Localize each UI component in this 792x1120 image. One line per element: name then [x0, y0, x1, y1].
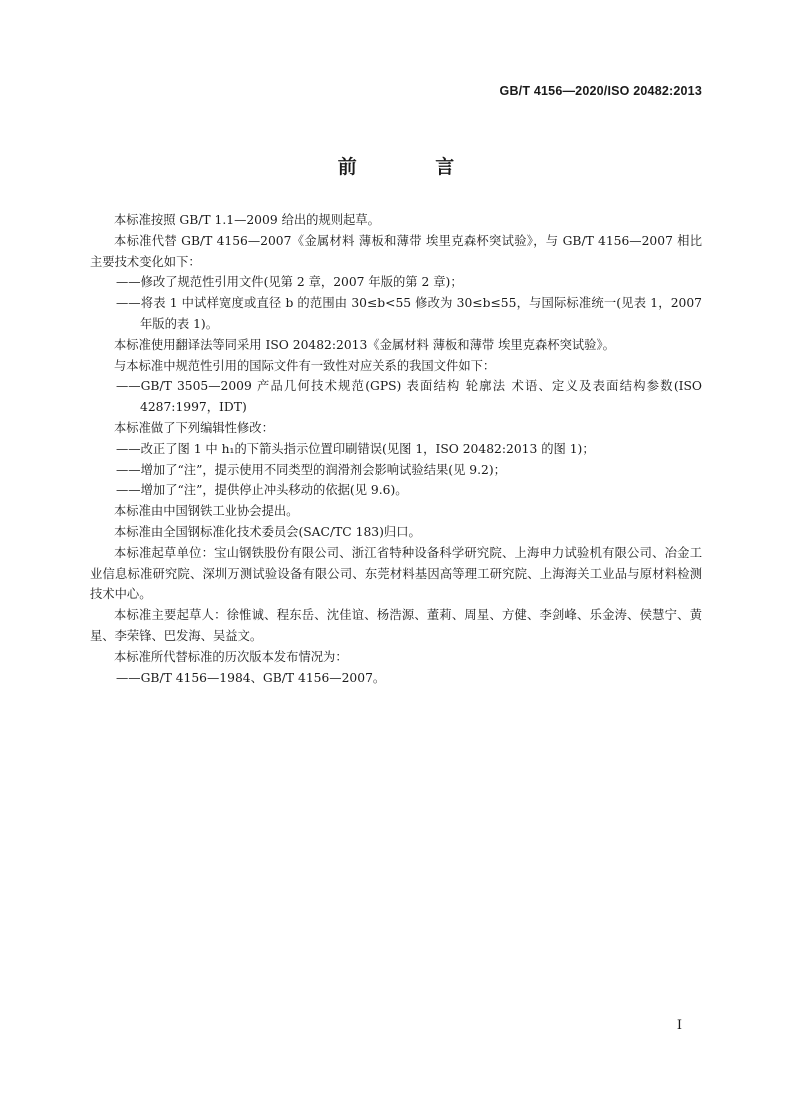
list-item: ——改正了图 1 中 h₁的下箭头指示位置印刷错误(见图 1，ISO 20482:2013 的图 1)；	[116, 441, 595, 456]
paragraph: 本标准按照 GB/T 1.1—2009 给出的规则起草。	[114, 213, 380, 227]
page-number: I	[676, 1018, 682, 1033]
paragraph: 本标准由中国钢铁工业协会提出。	[114, 504, 299, 519]
foreword-body	[90, 210, 702, 688]
list-item: ——修改了规范性引用文件(见第 2 章，2007 年版的第 2 章)；	[116, 275, 463, 290]
paragraph: 与本标准中规范性引用的国际文件有一致性对应关系的我国文件如下：	[114, 358, 496, 373]
list-item: ——GB/T 4156—1984、GB/T 4156—2007。	[116, 670, 386, 685]
list-item: ——将表 1 中试样宽度或直径 b 的范围由 30≤b<55 修改为 30≤b≤55，与国际标准统一(见表 1，2007 年版的表 1)。	[116, 296, 702, 331]
paragraph: 本标准使用翻译法等同采用 ISO 20482:2013《金属材料 薄板和薄带 埃里克森杯突试验》。	[114, 337, 615, 352]
list-item: ——增加了“注”，提供停止冲头移动的依据(见 9.6)。	[116, 483, 408, 498]
paragraph: 本标准做了下列编辑性修改：	[114, 420, 274, 435]
page-title: 前 言	[337, 156, 491, 178]
paragraph: 本标准起草单位：宝山钢铁股份有限公司、浙江省特种设备科学研究院、上海申力试验机有限公司、冶金工业信息标准研究院、深圳万测试验设备有限公司、东莞材料基因高等理工研究院、上海海关工业品与原材料检测技术中心。	[90, 545, 702, 602]
paragraph: 本标准代替 GB/T 4156—2007《金属材料 薄板和薄带 埃里克森杯突试验》，与 GB/T 4156—2007 相比主要技术变化如下：	[90, 233, 702, 269]
standard-code: GB/T 4156—2020/ISO 20482:2013	[499, 84, 702, 98]
paragraph: 本标准主要起草人：徐惟诚、程东岳、沈佳谊、杨浩源、董莉、周星、方健、李剑峰、乐金涛、侯慧宁、黄星、李荣锋、巴发海、吴益文。	[90, 608, 702, 643]
list-item: ——GB/T 3505—2009 产品几何技术规范(GPS) 表面结构 轮廓法 术语、定义及表面结构参数(ISO 4287:1997，IDT)	[116, 379, 702, 415]
paragraph: 本标准所代替标准的历次版本发布情况为：	[114, 649, 348, 664]
paragraph: 本标准由全国钢标准化技术委员会(SAC/TC 183)归口。	[114, 524, 421, 539]
list-item: ——增加了“注”，提示使用不同类型的润滑剂会影响试验结果(见 9.2)；	[116, 462, 506, 477]
